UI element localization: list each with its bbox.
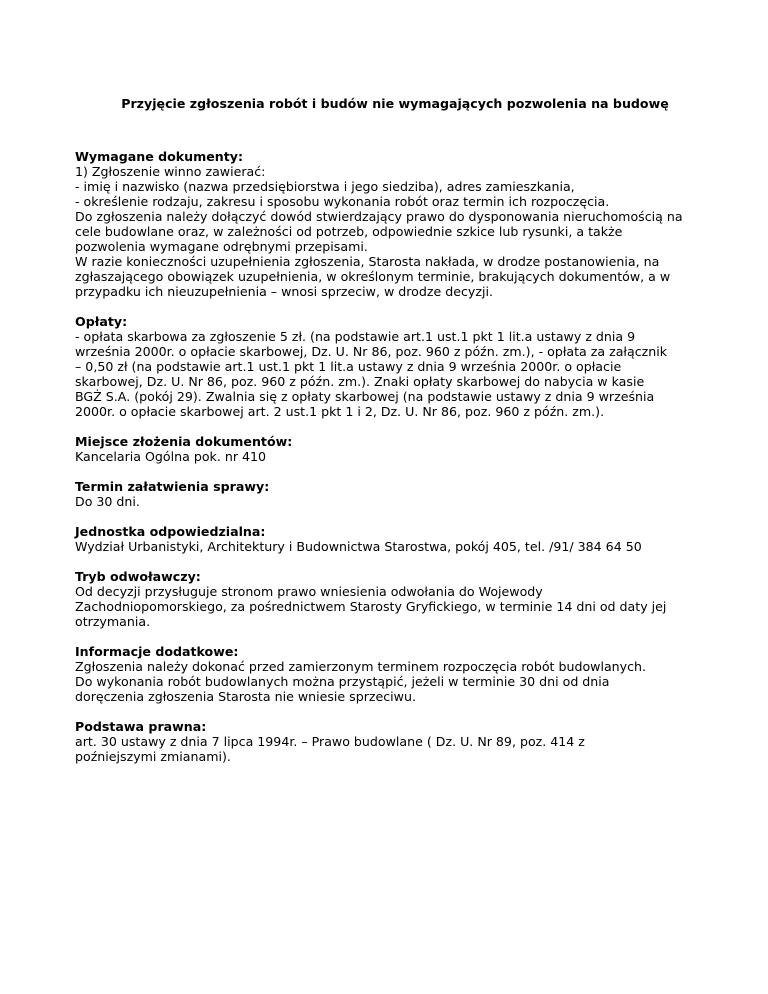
section-text-line: BGŻ S.A. (pokój 29). Zwalnia się z opłaty skarbowej (na podstawie ustawy z dnia 9 września	[75, 389, 655, 404]
section-text-line: Zgłoszenia należy dokonać przed zamierzonym terminem rozpoczęcia robót budowlanych.	[75, 659, 647, 674]
section-heading: Tryb odwoławczy:	[75, 569, 201, 584]
section-text-line: poźniejszymi zmianami).	[75, 749, 231, 764]
section-text-line: Wydział Urbanistyki, Architektury i Budownictwa Starostwa, pokój 405, tel. /91/ 384 64 50	[75, 539, 642, 554]
section-text-line: Od decyzji przysługuje stronom prawo wniesienia odwołania do Wojewody	[75, 584, 543, 599]
section-text-line: doręczenia zgłoszenia Starosta nie wniesie sprzeciwu.	[75, 689, 416, 704]
section-heading: Jednostka odpowiedzialna:	[75, 524, 266, 539]
section-text-line: cele budowlane oraz, w zależności od potrzeb, odpowiednie szkice lub rysunki, a także	[75, 224, 623, 239]
section-text-line: Do zgłoszenia należy dołączyć dowód stwierdzający prawo do dysponowania nieruchomością na	[75, 209, 683, 224]
section-heading: Miejsce złożenia dokumentów:	[75, 434, 293, 449]
fees-section	[75, 314, 715, 419]
document-body	[75, 149, 715, 764]
section-text-line: skarbowej, Dz. U. Nr 86, poz. 960 z późn. zm.). Znaki opłaty skarbowej do nabycia w kasie	[75, 374, 645, 389]
section-heading: Informacje dodatkowe:	[75, 644, 239, 659]
section-text-line: - imię i nazwisko (nazwa przedsiębiorstwa i jego siedziba), adres zamieszkania,	[75, 179, 575, 194]
section-text-line: - opłata skarbowa za zgłoszenie 5 zł. (na podstawie art.1 ust.1 pkt 1 lit.a ustawy z dnia 9	[75, 329, 636, 344]
document-title: Przyjęcie zgłoszenia robót i budów nie wymagających pozwolenia na budowę	[121, 96, 669, 111]
appeal-procedure-section	[75, 569, 715, 629]
section-text-line: Do 30 dni.	[75, 494, 140, 509]
section-text-line: 2000r. o opłacie skarbowej art. 2 ust.1 pkt 1 i 2, Dz. U. Nr 86, poz. 960 z późn. zm.).	[75, 404, 605, 419]
section-text-line: 1) Zgłoszenie winno zawierać:	[75, 164, 266, 179]
document-page	[75, 95, 715, 779]
section-text-line: otrzymania.	[75, 614, 151, 629]
section-text-line: pozwolenia wymagane odrębnymi przepisami.	[75, 239, 368, 254]
section-text-line: - określenie rodzaju, zakresu i sposobu wykonania robót oraz termin ich rozpoczęcia.	[75, 194, 610, 209]
additional-info-section	[75, 644, 715, 704]
section-text-line: W razie konieczności uzupełnienia zgłoszenia, Starosta nakłada, w drodze postanowienia, na	[75, 254, 660, 269]
section-heading: Opłaty:	[75, 314, 128, 329]
section-heading: Podstawa prawna:	[75, 719, 207, 734]
section-text-line: Zachodniopomorskiego, za pośrednictwem Starosty Gryfickiego, w terminie 14 dni od daty jej	[75, 599, 667, 614]
responsible-unit-section	[75, 524, 715, 554]
submission-place-section	[75, 434, 715, 464]
section-text-line: przypadku ich nieuzupełnienia – wnosi sprzeciw, w drodze decyzji.	[75, 284, 493, 299]
section-heading: Wymagane dokumenty:	[75, 149, 244, 164]
section-heading: Termin załatwienia sprawy:	[75, 479, 270, 494]
legal-basis-section	[75, 719, 715, 764]
processing-time-section	[75, 479, 715, 509]
section-text-line: września 2000r. o opłacie skarbowej, Dz. U. Nr 86, poz. 960 z późn. zm.), - opłata za załącznik	[75, 344, 668, 359]
section-text-line: Kancelaria Ogólna pok. nr 410	[75, 449, 267, 464]
section-text-line: – 0,50 zł (na podstawie art.1 ust.1 pkt 1 lit.a ustawy z dnia 9 września 2000r. o opłacie	[75, 359, 622, 374]
section-text-line: zgłaszającego obowiązek uzupełnienia, w określonym terminie, brakujących dokumentów, a w	[75, 269, 671, 284]
required-documents-section	[75, 149, 715, 299]
section-text-line: art. 30 ustawy z dnia 7 lipca 1994r. – Prawo budowlane ( Dz. U. Nr 89, poz. 414 z	[75, 734, 585, 749]
section-text-line: Do wykonania robót budowlanych można przystąpić, jeżeli w terminie 30 dni od dnia	[75, 674, 610, 689]
